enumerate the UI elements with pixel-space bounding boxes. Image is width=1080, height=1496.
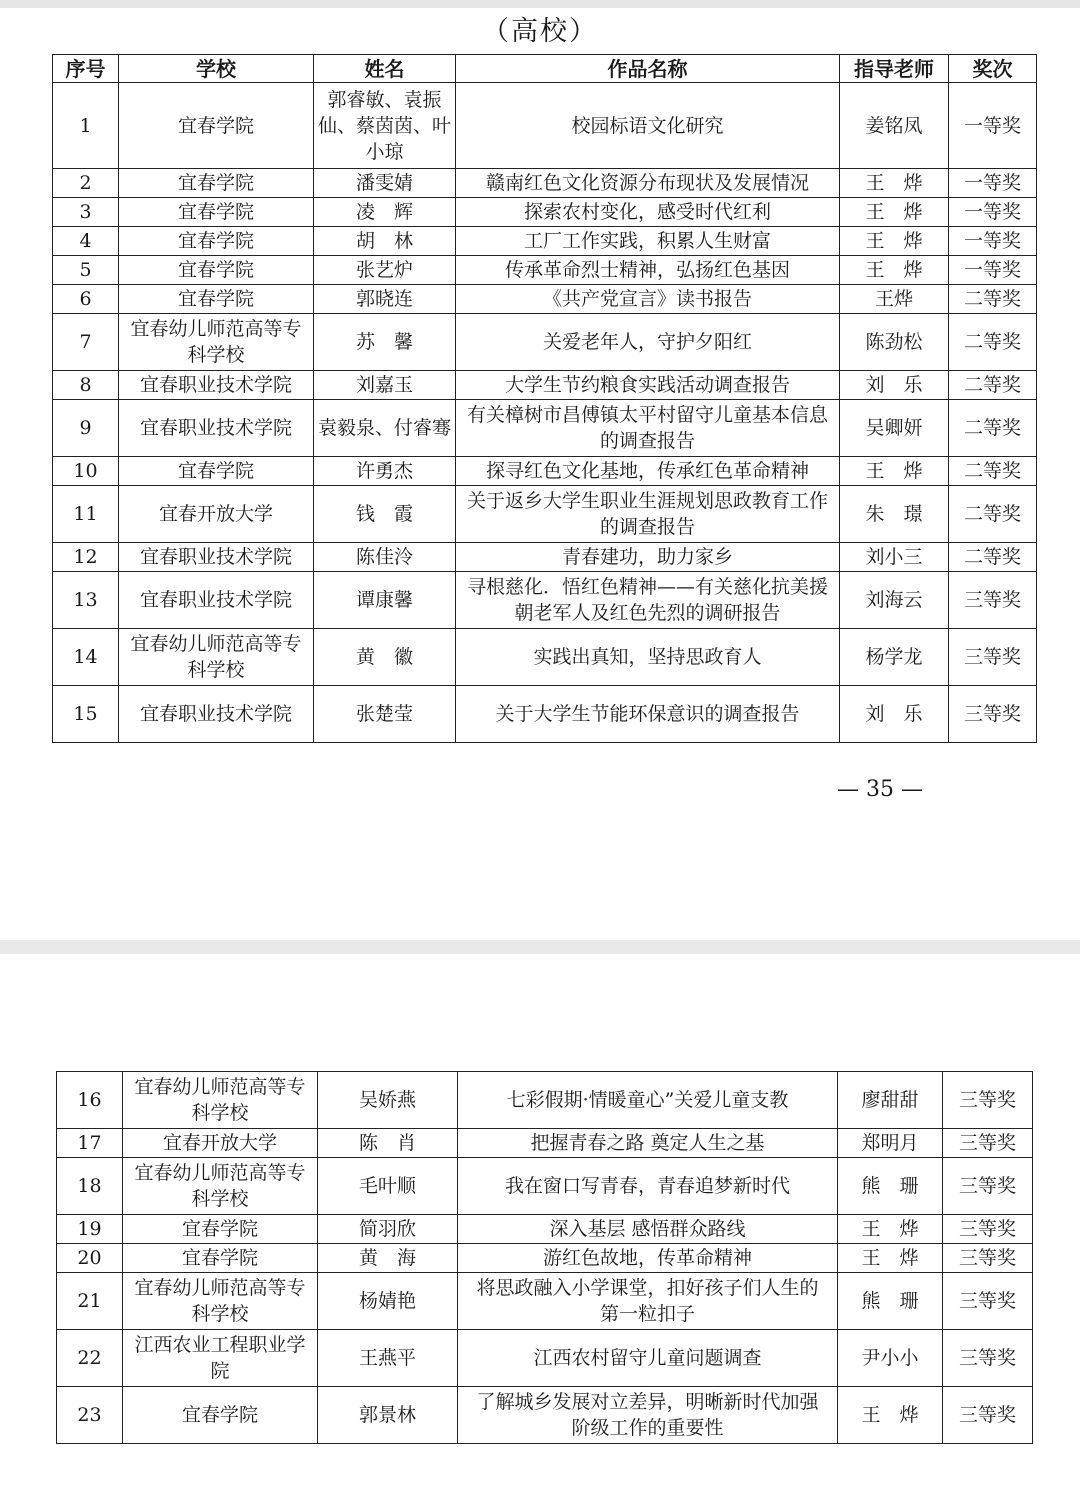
cell-index: 23 xyxy=(57,1387,123,1444)
cell-work: 七彩假期·情暖童心”关爱儿童支教 xyxy=(458,1072,838,1129)
cell-award: 二等奖 xyxy=(949,400,1037,457)
cell-index: 15 xyxy=(53,686,119,743)
cell-name: 苏 馨 xyxy=(314,314,456,371)
cell-work: 游红色故地，传革命精神 xyxy=(458,1244,838,1273)
table-row xyxy=(53,227,1037,256)
cell-award: 三等奖 xyxy=(943,1215,1033,1244)
cell-work: 工厂工作实践，积累人生财富 xyxy=(456,227,840,256)
cell-school: 宜春开放大学 xyxy=(119,486,314,543)
cell-school: 江西农业工程职业学院 xyxy=(123,1330,318,1387)
table-row xyxy=(57,1330,1033,1387)
cell-award: 三等奖 xyxy=(949,629,1037,686)
cell-work: 将思政融入小学课堂，扣好孩子们人生的第一粒扣子 xyxy=(458,1273,838,1330)
table-row xyxy=(57,1129,1033,1158)
cell-school: 宜春学院 xyxy=(119,169,314,198)
table-header-row xyxy=(53,55,1037,83)
table-row xyxy=(53,457,1037,486)
cell-award: 二等奖 xyxy=(949,543,1037,572)
cell-index: 16 xyxy=(57,1072,123,1129)
cell-award: 二等奖 xyxy=(949,486,1037,543)
table-row xyxy=(53,285,1037,314)
cell-school: 宜春学院 xyxy=(119,227,314,256)
cell-teacher: 廖甜甜 xyxy=(838,1072,943,1129)
cell-index: 11 xyxy=(53,486,119,543)
cell-name: 毛叶顺 xyxy=(318,1158,458,1215)
cell-index: 10 xyxy=(53,457,119,486)
cell-teacher: 刘小三 xyxy=(840,543,949,572)
cell-award: 一等奖 xyxy=(949,198,1037,227)
table-body-page-36 xyxy=(57,1072,1033,1444)
cell-school: 宜春学院 xyxy=(119,256,314,285)
cell-teacher: 陈劲松 xyxy=(840,314,949,371)
header-teacher: 指导老师 xyxy=(840,55,949,83)
cell-index: 7 xyxy=(53,314,119,371)
cell-index: 1 xyxy=(53,83,119,169)
cell-teacher: 姜铭凤 xyxy=(840,83,949,169)
table-row xyxy=(53,400,1037,457)
cell-school: 宜春开放大学 xyxy=(123,1129,318,1158)
cell-teacher: 王 烨 xyxy=(840,227,949,256)
cell-teacher: 郑明月 xyxy=(838,1129,943,1158)
cell-teacher: 王 烨 xyxy=(840,457,949,486)
cell-teacher: 刘海云 xyxy=(840,572,949,629)
header-school: 学校 xyxy=(119,55,314,83)
page-separator xyxy=(0,940,1080,954)
cell-award: 三等奖 xyxy=(943,1387,1033,1444)
table-row xyxy=(53,686,1037,743)
cell-award: 三等奖 xyxy=(943,1330,1033,1387)
cell-name: 王燕平 xyxy=(318,1330,458,1387)
header-index: 序号 xyxy=(53,55,119,83)
table-row xyxy=(53,169,1037,198)
cell-name: 黄 海 xyxy=(318,1244,458,1273)
cell-work: 大学生节约粮食实践活动调查报告 xyxy=(456,371,840,400)
cell-index: 19 xyxy=(57,1215,123,1244)
cell-teacher: 刘 乐 xyxy=(840,686,949,743)
table-row xyxy=(57,1244,1033,1273)
table-row xyxy=(57,1215,1033,1244)
cell-name: 吴娇燕 xyxy=(318,1072,458,1129)
cell-school: 宜春幼儿师范高等专科学校 xyxy=(123,1072,318,1129)
cell-name: 杨婧艳 xyxy=(318,1273,458,1330)
cell-work: 了解城乡发展对立差异，明晰新时代加强阶级工作的重要性 xyxy=(458,1387,838,1444)
cell-school: 宜春学院 xyxy=(119,457,314,486)
cell-index: 2 xyxy=(53,169,119,198)
header-award: 奖次 xyxy=(949,55,1037,83)
cell-teacher: 熊 珊 xyxy=(838,1158,943,1215)
table-row xyxy=(57,1158,1033,1215)
cell-school: 宜春职业技术学院 xyxy=(119,543,314,572)
cell-work: 关于返乡大学生职业生涯规划思政教育工作的调查报告 xyxy=(456,486,840,543)
cell-index: 14 xyxy=(53,629,119,686)
cell-teacher: 王烨 xyxy=(840,285,949,314)
cell-work: 关爱老年人，守护夕阳红 xyxy=(456,314,840,371)
cell-work: 青春建功，助力家乡 xyxy=(456,543,840,572)
cell-index: 13 xyxy=(53,572,119,629)
cell-work: 深入基层 感悟群众路线 xyxy=(458,1215,838,1244)
cell-school: 宜春幼儿师范高等专科学校 xyxy=(119,314,314,371)
cell-award: 一等奖 xyxy=(949,83,1037,169)
cell-award: 三等奖 xyxy=(949,686,1037,743)
cell-teacher: 王 烨 xyxy=(840,256,949,285)
cell-index: 5 xyxy=(53,256,119,285)
cell-name: 钱 霞 xyxy=(314,486,456,543)
cell-teacher: 王 烨 xyxy=(840,169,949,198)
table-row xyxy=(53,371,1037,400)
table-row xyxy=(53,314,1037,371)
table-row xyxy=(57,1072,1033,1129)
cell-work: 传承革命烈士精神，弘扬红色基因 xyxy=(456,256,840,285)
cell-work: 《共产党宣言》读书报告 xyxy=(456,285,840,314)
cell-teacher: 王 烨 xyxy=(838,1387,943,1444)
table-row xyxy=(57,1273,1033,1330)
cell-name: 郭睿敏、袁振仙、蔡茵茵、叶小琼 xyxy=(314,83,456,169)
table-row xyxy=(53,83,1037,169)
cell-name: 凌 辉 xyxy=(314,198,456,227)
cell-school: 宜春学院 xyxy=(123,1215,318,1244)
table-row xyxy=(53,629,1037,686)
cell-index: 4 xyxy=(53,227,119,256)
cell-teacher: 王 烨 xyxy=(840,198,949,227)
cell-name: 张艺炉 xyxy=(314,256,456,285)
cell-school: 宜春幼儿师范高等专科学校 xyxy=(119,629,314,686)
cell-award: 三等奖 xyxy=(943,1244,1033,1273)
top-page-edge xyxy=(0,0,1080,8)
cell-award: 三等奖 xyxy=(943,1129,1033,1158)
table-row xyxy=(57,1387,1033,1444)
cell-school: 宜春职业技术学院 xyxy=(119,686,314,743)
cell-index: 6 xyxy=(53,285,119,314)
cell-name: 简羽欣 xyxy=(318,1215,458,1244)
cell-work: 探寻红色文化基地，传承红色革命精神 xyxy=(456,457,840,486)
table-row xyxy=(53,256,1037,285)
cell-name: 陈 肖 xyxy=(318,1129,458,1158)
cell-teacher: 熊 珊 xyxy=(838,1273,943,1330)
cell-award: 三等奖 xyxy=(949,572,1037,629)
cell-index: 22 xyxy=(57,1330,123,1387)
cell-name: 袁毅泉、付睿骞 xyxy=(314,400,456,457)
cell-work: 探索农村变化，感受时代红利 xyxy=(456,198,840,227)
table-row xyxy=(53,486,1037,543)
cell-school: 宜春学院 xyxy=(123,1387,318,1444)
cell-award: 二等奖 xyxy=(949,314,1037,371)
cell-teacher: 尹小小 xyxy=(838,1330,943,1387)
table-body-page-35 xyxy=(53,83,1037,743)
cell-name: 胡 林 xyxy=(314,227,456,256)
cell-award: 一等奖 xyxy=(949,256,1037,285)
cell-teacher: 吴卿妍 xyxy=(840,400,949,457)
cell-award: 二等奖 xyxy=(949,371,1037,400)
cell-name: 黄 徽 xyxy=(314,629,456,686)
section-title: （高校） xyxy=(482,16,598,47)
cell-name: 郭景林 xyxy=(318,1387,458,1444)
cell-name: 潘雯婧 xyxy=(314,169,456,198)
cell-award: 二等奖 xyxy=(949,457,1037,486)
cell-name: 张楚莹 xyxy=(314,686,456,743)
header-name: 姓名 xyxy=(314,55,456,83)
cell-work: 赣南红色文化资源分布现状及发展情况 xyxy=(456,169,840,198)
cell-school: 宜春学院 xyxy=(123,1244,318,1273)
cell-work: 校园标语文化研究 xyxy=(456,83,840,169)
cell-name: 郭晓连 xyxy=(314,285,456,314)
cell-school: 宜春学院 xyxy=(119,83,314,169)
cell-work: 关于大学生节能环保意识的调查报告 xyxy=(456,686,840,743)
cell-work: 我在窗口写青春，青春追梦新时代 xyxy=(458,1158,838,1215)
table-row xyxy=(53,572,1037,629)
cell-teacher: 王 烨 xyxy=(838,1244,943,1273)
cell-teacher: 刘 乐 xyxy=(840,371,949,400)
cell-name: 谭康馨 xyxy=(314,572,456,629)
cell-teacher: 王 烨 xyxy=(838,1215,943,1244)
cell-award: 三等奖 xyxy=(943,1273,1033,1330)
cell-award: 一等奖 xyxy=(949,169,1037,198)
cell-work: 有关樟树市昌傅镇太平村留守儿童基本信息的调查报告 xyxy=(456,400,840,457)
cell-name: 陈佳泠 xyxy=(314,543,456,572)
cell-school: 宜春幼儿师范高等专科学校 xyxy=(123,1158,318,1215)
cell-index: 17 xyxy=(57,1129,123,1158)
cell-index: 18 xyxy=(57,1158,123,1215)
cell-work: 寻根慈化．悟红色精神——有关慈化抗美援朝老军人及红色先烈的调研报告 xyxy=(456,572,840,629)
cell-index: 9 xyxy=(53,400,119,457)
cell-school: 宜春学院 xyxy=(119,285,314,314)
awards-table-page-35 xyxy=(52,54,1037,743)
cell-index: 12 xyxy=(53,543,119,572)
cell-award: 三等奖 xyxy=(943,1158,1033,1215)
cell-award: 三等奖 xyxy=(943,1072,1033,1129)
cell-name: 刘嘉玉 xyxy=(314,371,456,400)
cell-school: 宜春职业技术学院 xyxy=(119,400,314,457)
cell-name: 许勇杰 xyxy=(314,457,456,486)
cell-work: 实践出真知，坚持思政育人 xyxy=(456,629,840,686)
cell-index: 20 xyxy=(57,1244,123,1273)
cell-school: 宜春学院 xyxy=(119,198,314,227)
cell-work: 江西农村留守儿童问题调查 xyxy=(458,1330,838,1387)
cell-school: 宜春职业技术学院 xyxy=(119,572,314,629)
page-number: — 35 — xyxy=(837,777,923,802)
header-work: 作品名称 xyxy=(456,55,840,83)
table-row xyxy=(53,543,1037,572)
cell-index: 21 xyxy=(57,1273,123,1330)
cell-index: 8 xyxy=(53,371,119,400)
table-row xyxy=(53,198,1037,227)
cell-teacher: 杨学龙 xyxy=(840,629,949,686)
cell-school: 宜春幼儿师范高等专科学校 xyxy=(123,1273,318,1330)
cell-work: 把握青春之路 奠定人生之基 xyxy=(458,1129,838,1158)
cell-teacher: 朱 璟 xyxy=(840,486,949,543)
cell-index: 3 xyxy=(53,198,119,227)
cell-school: 宜春职业技术学院 xyxy=(119,371,314,400)
awards-table-page-36 xyxy=(56,1071,1033,1444)
cell-award: 二等奖 xyxy=(949,285,1037,314)
cell-award: 一等奖 xyxy=(949,227,1037,256)
